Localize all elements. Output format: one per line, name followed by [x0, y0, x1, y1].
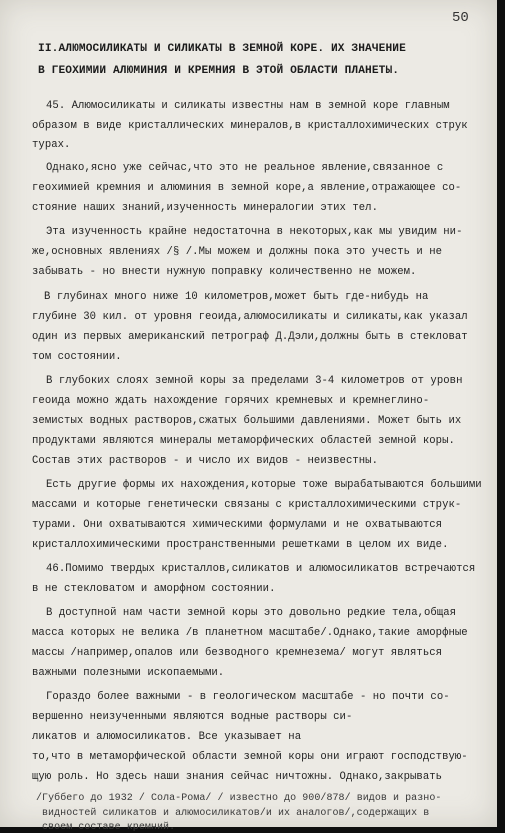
text-line: кристаллохимическими пространственными решетками в целом их виде.	[32, 539, 449, 551]
text-line: земистых водных растворов,сжатых большими давлениями. Может быть их	[32, 415, 462, 427]
text-line: 46.Помимо твердых кристаллов,силикатов и алюмосиликатов встречаются	[46, 563, 476, 575]
text-line: важными полезными ископаемыми.	[32, 667, 225, 679]
text-line: Гораздо более важными - в геологическом масштабе - но почти со-	[46, 691, 450, 703]
text-line: турах.	[32, 139, 71, 151]
page-number: 50	[452, 10, 469, 26]
text-line: стояние наших знаний,изученность минералогии этих тел.	[32, 202, 378, 214]
text-line: Эта изученность крайне недостаточна в некоторых,как мы увидим ни-	[46, 226, 463, 238]
footnote-line: видностей силикатов и алюмосиликатов/и их аналогов/,содержащих в	[42, 808, 430, 819]
text-line: В глубоких слоях земной коры за пределами 3-4 километров от уровн	[46, 375, 463, 387]
text-line: 45. Алюмосиликаты и силикаты известны нам в земной коре главным	[46, 100, 450, 112]
text-line: геоида можно ждать нахождение горячих кремневых и кремнеглино-	[32, 395, 430, 407]
text-line: турами. Они охватываются химическими формулами и не охватываются	[32, 519, 443, 531]
text-line: щую роль. Но здесь наши знания сейчас ничтожны. Однако,закрывать	[32, 771, 443, 783]
section-title	[38, 38, 478, 82]
text-line: Есть другие формы их нахождения,которые тоже вырабатываются большими	[46, 479, 482, 491]
text-line: В доступной нам части земной коры это довольно редкие тела,общая	[46, 607, 457, 619]
text-line: вершенно неизученными являются водные растворы си-	[32, 711, 353, 723]
text-line: же,основных явлениях /§ /.Мы можем и должны пока это учесть и не	[32, 246, 443, 258]
text-line: то,что в метаморфической области земной коры они играют господствую-	[32, 751, 468, 763]
text-line: геохимией кремния и алюминия в земной коре,а явление,отражающее со-	[32, 182, 462, 194]
text-line: массами и которые генетически связаны с кристаллохимическими струк-	[32, 499, 462, 511]
text-line: Однако,ясно уже сейчас,что это не реальное явление,связанное с	[46, 162, 444, 174]
title-line: II.АЛЮМОСИЛИКАТЫ И СИЛИКАТЫ В ЗЕМНОЙ КОРЕ. ИХ ЗНАЧЕНИЕ	[38, 43, 406, 55]
text-line: забывать - но внести нужную поправку количественно не можем.	[32, 266, 417, 278]
title-line: В ГЕОХИМИИ АЛЮМИНИЯ И КРЕМНИЯ В ЭТОЙ ОБЛАСТИ ПЛАНЕТЫ.	[38, 65, 400, 77]
text-line: глубине 30 кил. от уровня геоида,алюмосиликаты и силикаты,как указал	[32, 311, 468, 323]
text-line: образом в виде кристаллических минералов,в кристаллохимических струк	[32, 120, 468, 132]
text-line: масса которых не велика /в планетном масштабе/.Однако,такие аморфные	[32, 627, 468, 639]
text-line: ликатов и алюмосиликатов. Все указывает на	[32, 731, 302, 743]
text-line: в не стекловатом и аморфном состоянии.	[32, 583, 276, 595]
text-line: том состоянии.	[32, 351, 122, 363]
text-line: массы /например,опалов или безводного кремнезема/ могут являться	[32, 647, 443, 659]
footnote-line: своем составе кремний.	[42, 822, 176, 833]
text-line: В глубинах много ниже 10 километров,может быть где-нибудь на	[44, 291, 429, 303]
text-line: Состав этих растворов - и число их видов - неизвестны.	[32, 455, 378, 467]
text-line: продуктами являются минералы метаморфических областей земной коры.	[32, 435, 455, 447]
footnote-line: /Губбего до 1932 / Сола-Рома/ / известно до 900/878/ видов и разно-	[36, 793, 442, 804]
text-line: один из первых американский петрограф Д.Дэли,должны быть в стекловат	[32, 331, 468, 343]
